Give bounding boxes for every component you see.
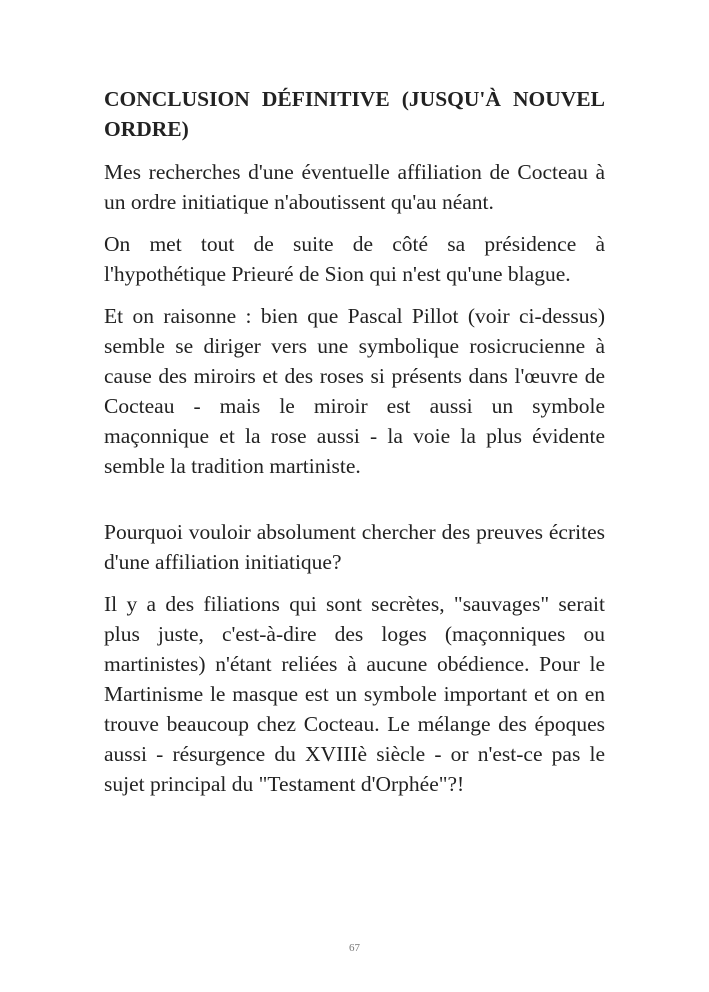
page-number: 67 [349,942,360,954]
document-body [104,84,605,799]
paragraph-5: Il y a des filiations qui sont secrètes, "sauvages" serait plus juste, c'est-à-dire des loges (maçonniques ou martinistes) n'étant reliées à aucune obédience. Pour le Martinisme le masque est un symbole important et on en trouve beaucoup chez Cocteau. Le mélange des époques aussi - résurgence du XVIIIè siècle - or n'est-ce pas le sujet principal du "Testament d'Orphée"?! [104,592,605,796]
section-heading: CONCLUSION DÉFINITIVE (JUSQU'À NOUVEL ORDRE) [104,87,605,141]
paragraph-2: On met tout de suite de côté sa présidence à l'hypothétique Prieuré de Sion qui n'est qu'une blague. [104,232,605,286]
paragraph-1: Mes recherches d'une éventuelle affiliation de Cocteau à un ordre initiatique n'aboutissent qu'au néant. [104,160,605,214]
paragraph-3: Et on raisonne : bien que Pascal Pillot (voir ci-dessus) semble se diriger vers une symbolique rosicrucienne à cause des miroirs et des roses si présents dans l'œuvre de Cocteau - mais le miroir est aussi un symbole maçonnique et la rose aussi - la voie la plus évidente semble la tradition martiniste. [104,304,605,478]
paragraph-4: Pourquoi vouloir absolument chercher des preuves écrites d'une affiliation initiatique? [104,520,605,574]
